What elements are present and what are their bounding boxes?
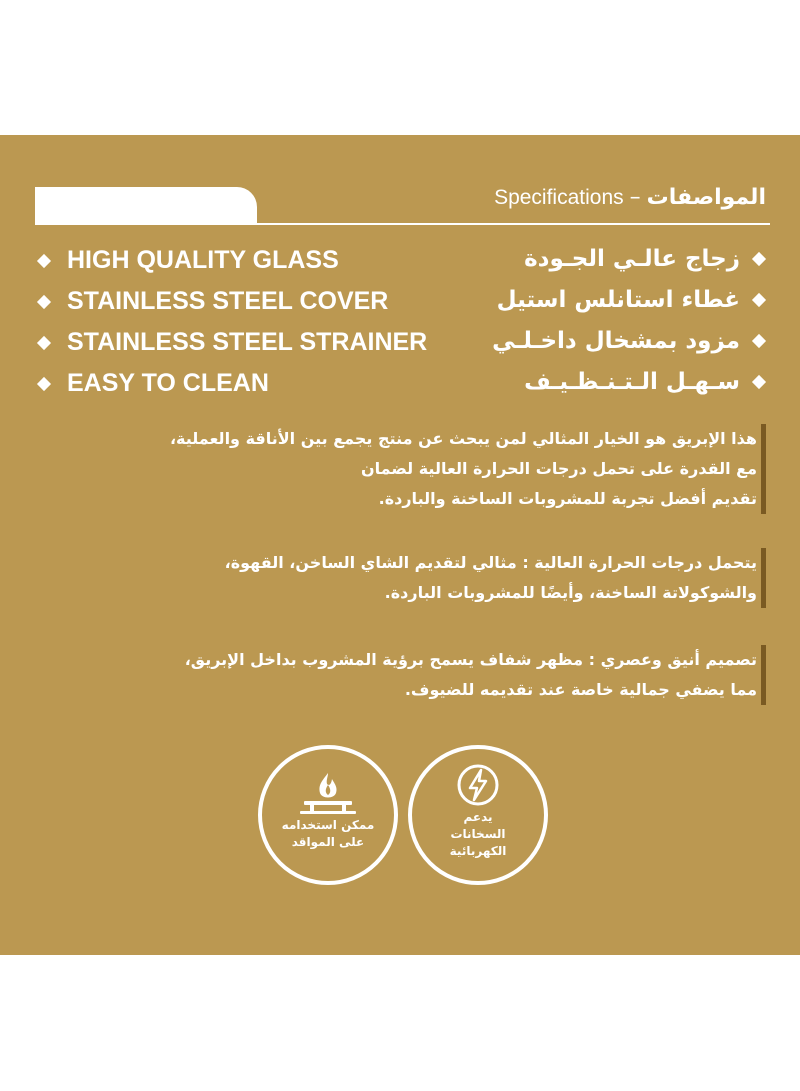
specifications-heading xyxy=(494,185,766,210)
heading-english: Specifications xyxy=(494,186,624,209)
feature-ar-label: مزود بمشخال داخـلـي xyxy=(492,327,740,354)
diamond-bullet-icon xyxy=(37,335,51,349)
feature-ar-label: سـهـل الـتـنـظـيـف xyxy=(524,368,740,395)
feature-ar-item xyxy=(492,238,766,279)
diamond-bullet-icon xyxy=(752,292,766,306)
feature-ar-label: غطاء استانلس استيل xyxy=(496,286,740,313)
diamond-bullet-icon xyxy=(37,253,51,267)
feature-ar-item xyxy=(492,320,766,361)
features-english-list xyxy=(35,240,427,404)
description-paragraph-intro xyxy=(170,424,766,514)
diamond-bullet-icon xyxy=(37,294,51,308)
paragraph-line: هذا الإبريق هو الخيار المثالي لمن يبحث عن منتج يجمع بين الأناقة والعملية، xyxy=(169,429,757,448)
feature-en-item xyxy=(35,363,427,404)
heading-underline xyxy=(35,223,770,225)
features-arabic-list xyxy=(492,238,766,402)
feature-en-label: STAINLESS STEEL STRAINER xyxy=(67,328,428,356)
badge-line: ممكن استخدامه xyxy=(281,818,375,832)
paragraph-line: تصميم أنيق وعصري : مظهر شفاف يسمح برؤية المشروب بداخل الإبريق، xyxy=(184,650,757,669)
heading-dash: – xyxy=(629,185,641,210)
paragraph-line: يتحمل درجات الحرارة العالية : مثالي لتقديم الشاي الساخن، القهوة، xyxy=(224,553,757,572)
badge-line: يدعم xyxy=(463,810,493,824)
badge-line: السخانات xyxy=(450,827,506,841)
feature-en-item xyxy=(35,240,427,281)
feature-ar-item xyxy=(492,361,766,402)
badge-line: الكهربائية xyxy=(449,844,507,858)
badge-line: على المواقد xyxy=(291,835,365,849)
description-paragraph-heat xyxy=(225,548,766,608)
electric-heater-badge xyxy=(408,745,548,885)
paragraph-line: والشوكولاتة الساخنة، وأيضًا للمشروبات الباردة. xyxy=(384,583,757,602)
gas-stove-icon xyxy=(296,771,360,815)
stove-compatible-badge xyxy=(258,745,398,885)
paragraph-line: مما يضفي جمالية خاصة عند تقديمه للضيوف. xyxy=(404,680,757,699)
stove-badge-label xyxy=(262,817,394,851)
diamond-bullet-icon xyxy=(752,251,766,265)
feature-en-item xyxy=(35,281,427,322)
electric-badge-label xyxy=(412,809,544,860)
lightning-icon xyxy=(456,763,500,807)
paragraph-line: تقديم أفضل تجربة للمشروبات الساخنة والباردة. xyxy=(378,489,757,508)
paragraph-line: مع القدرة على تحمل درجات الحرارة العالية لضمان xyxy=(360,459,757,478)
diamond-bullet-icon xyxy=(752,333,766,347)
feature-en-item xyxy=(35,322,427,363)
diamond-bullet-icon xyxy=(37,376,51,390)
feature-ar-item xyxy=(492,279,766,320)
white-tab-decoration xyxy=(35,187,257,224)
feature-ar-label: زجاج عالـي الجـودة xyxy=(524,245,740,272)
feature-en-label: EASY TO CLEAN xyxy=(67,369,269,397)
feature-en-label: HIGH QUALITY GLASS xyxy=(67,246,339,274)
feature-en-label: STAINLESS STEEL COVER xyxy=(67,287,389,315)
diamond-bullet-icon xyxy=(752,374,766,388)
heading-arabic: المواصفات xyxy=(646,185,766,210)
description-paragraph-design xyxy=(185,645,766,705)
